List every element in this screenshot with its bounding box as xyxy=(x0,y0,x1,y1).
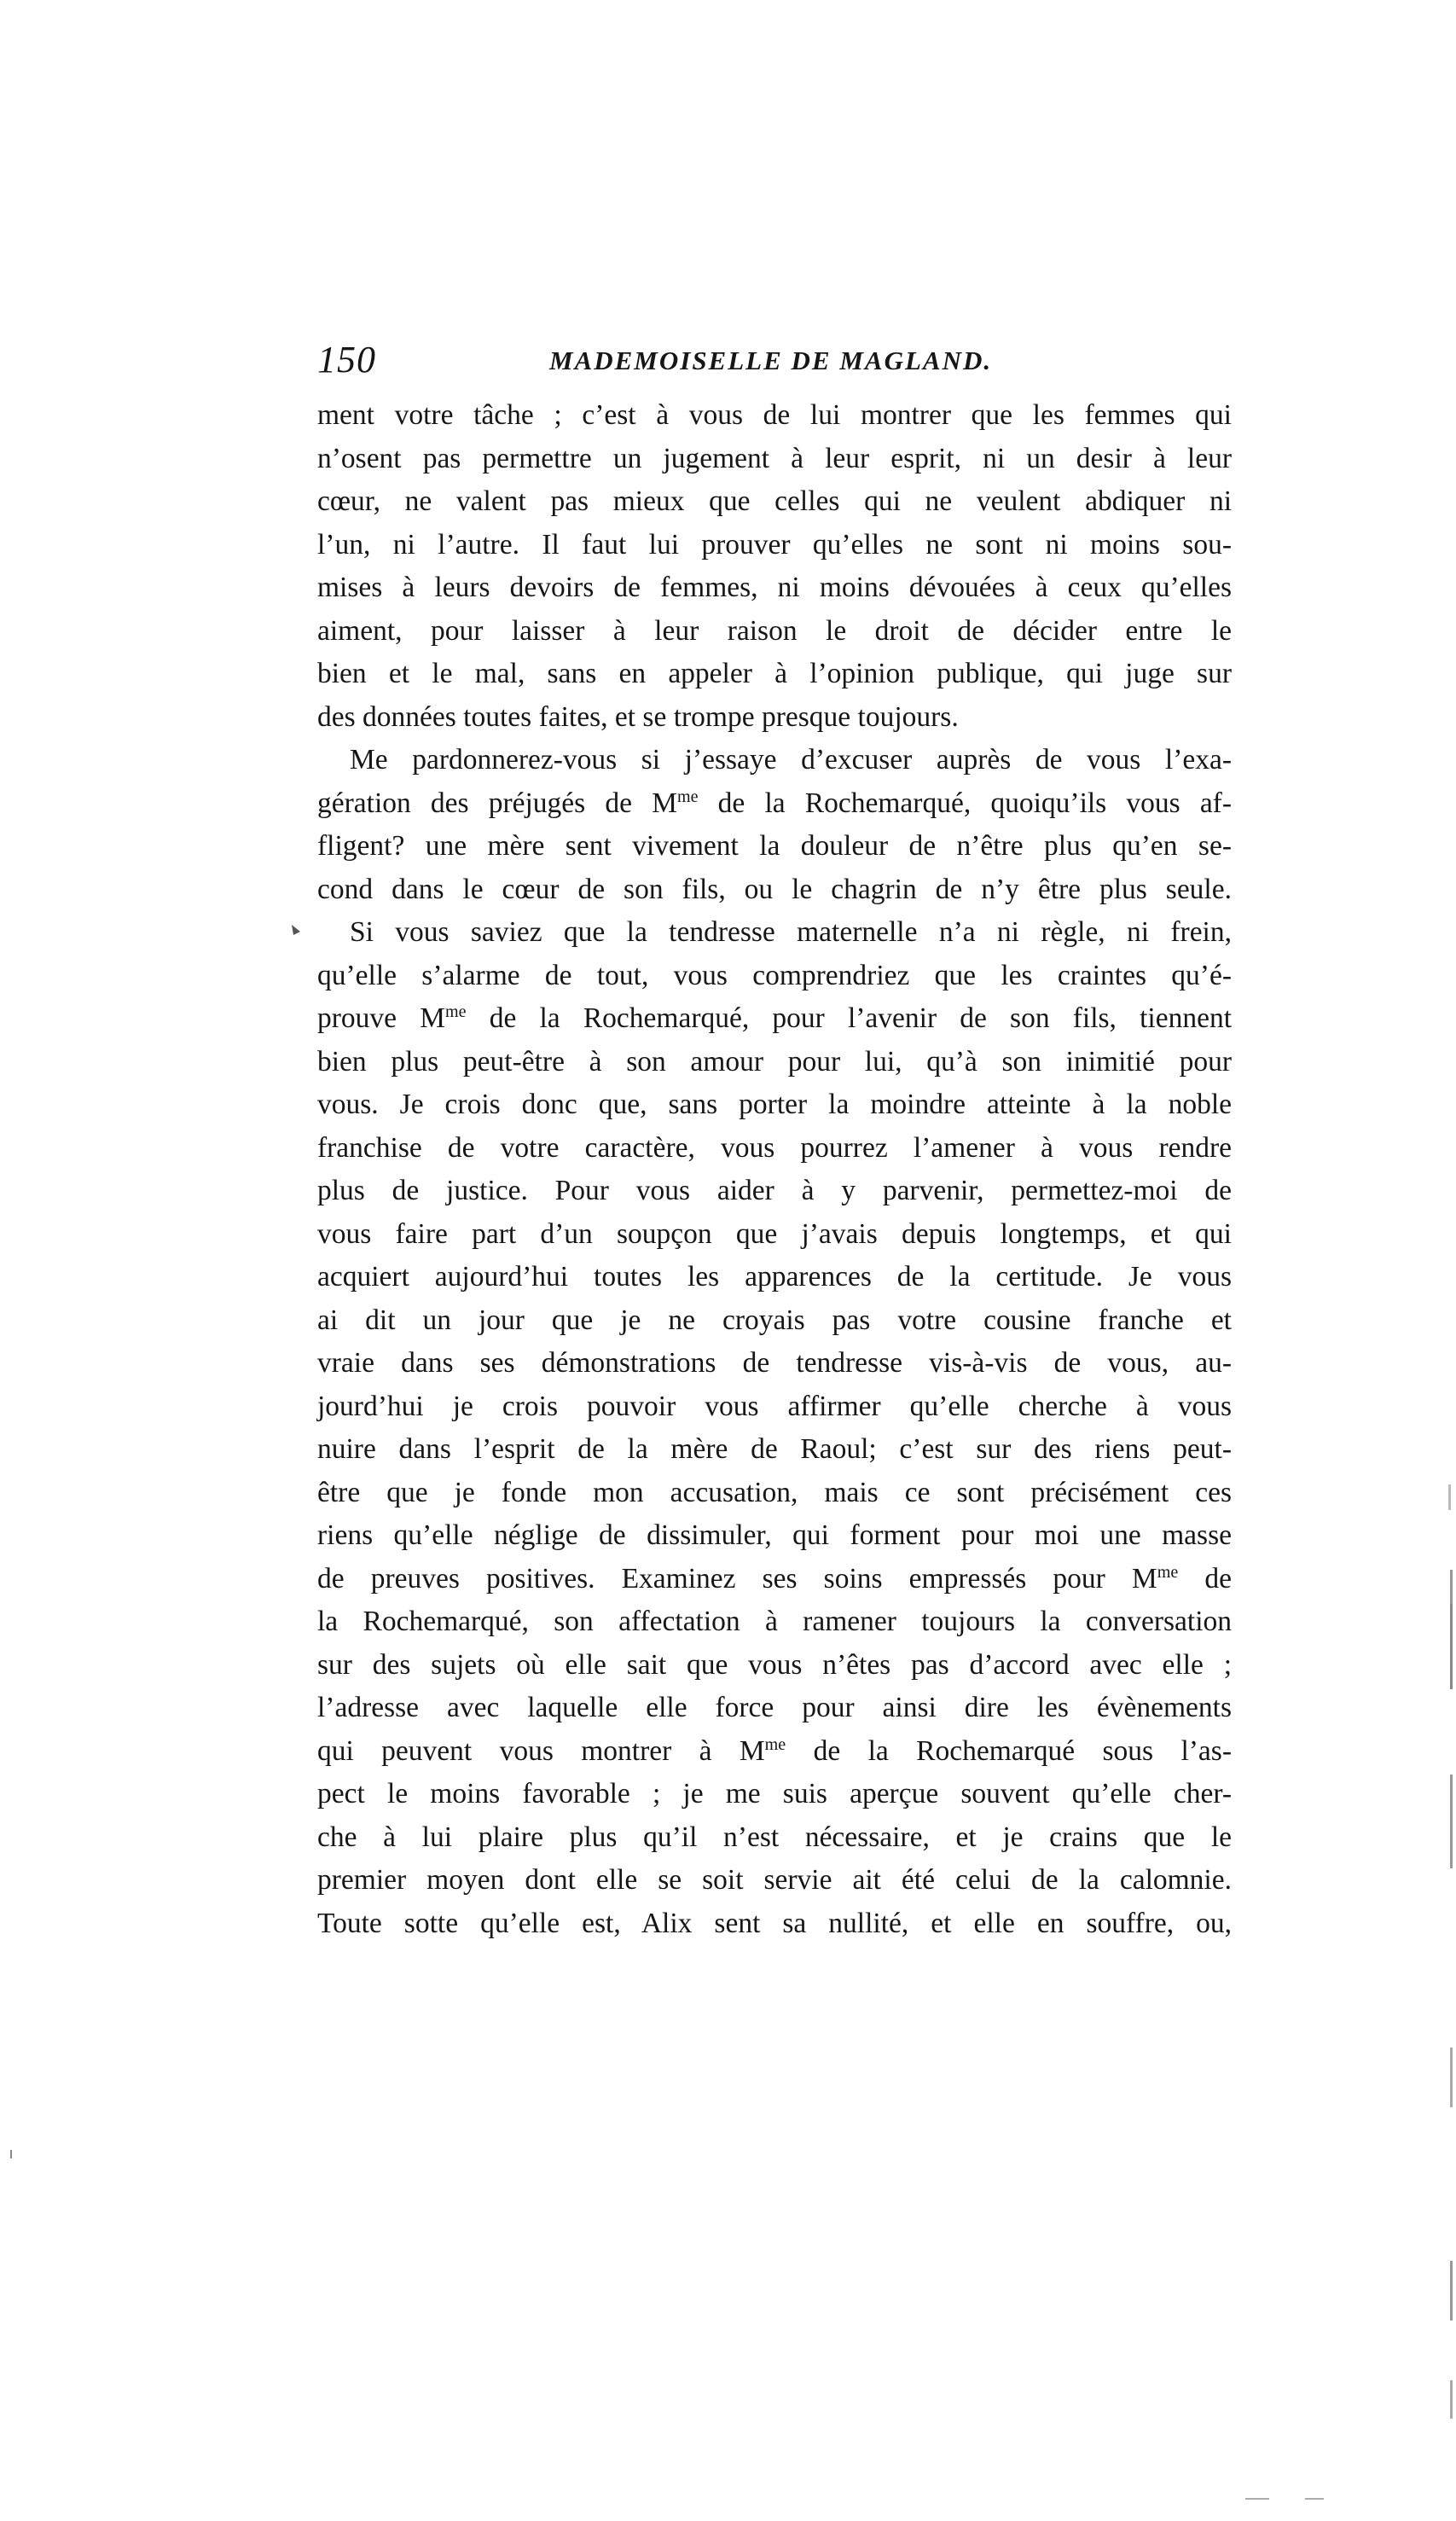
text-line: mises à leurs devoirs de femmes, ni moins dévouées à ceux qu’elles xyxy=(317,572,1232,603)
text-line: Me pardonnerez-vous si j’essaye d’excuser auprès de vous l’exa- xyxy=(350,744,1232,775)
text-line: che à lui plaire plus qu’il n’est nécessaire, et je crains que le xyxy=(317,1821,1232,1853)
text-line: cœur, ne valent pas mieux que celles qui ne veulent abdiquer ni xyxy=(317,485,1232,517)
text-line: acquiert aujourd’hui toutes les apparences de la certitude. Je vous xyxy=(317,1261,1232,1292)
text-line: prouve $M^{me}$ de la Rochemarqué, pour l’avenir de son fils, tiennent xyxy=(317,1002,1233,1034)
text-line: riens qu’elle néglige de dissimuler, qui forment pour moi une masse xyxy=(317,1519,1232,1551)
text-line: ai dit un jour que je ne croyais pas votre cousine franche et xyxy=(317,1304,1232,1336)
text-line: franchise de votre caractère, vous pourrez l’amener à vous rendre xyxy=(317,1131,1232,1164)
text-line: plus de justice. Pour vous aider à y parvenir, permettez-moi de xyxy=(317,1175,1232,1206)
text-line: vraie dans ses démonstrations de tendresse vis-à-vis de vous, au- xyxy=(317,1347,1232,1379)
text-line: l’un, ni l’autre. Il faut lui prouver qu’elles ne sont ni moins sou- xyxy=(317,528,1232,561)
text-line: des données toutes faites, et se trompe presque toujours. xyxy=(317,700,959,733)
text-line: bien et le mal, sans en appeler à l’opinion publique, qui juge sur xyxy=(317,658,1232,689)
text-line: fligent? une mère sent vivement la douleur de n’être plus qu’en se- xyxy=(317,830,1232,862)
text-line: bien plus peut-être à son amour pour lui, qu’à son inimitié pour xyxy=(317,1045,1232,1078)
text-line: gération des préjugés de $M^{me}$ de la Rochemarqué, quoiqu’ils vous af- xyxy=(317,787,1232,819)
running-head xyxy=(317,334,1232,386)
text-line: Si vous saviez que la tendresse maternelle n’a ni règle, ni frein, xyxy=(350,916,1232,948)
text-line: nuire dans l’esprit de la mère de Raoul; c’est sur des riens peut- xyxy=(317,1433,1232,1465)
text-line: l’adresse avec laquelle elle force pour ainsi dire les évènements xyxy=(317,1692,1232,1723)
text-line: ment votre tâche ; c’est à vous de lui montrer que les femmes qui xyxy=(317,399,1232,431)
text-line: qui peuvent vous montrer à $M^{me}$ de la Rochemarqué sous l’as- xyxy=(317,1734,1232,1767)
text-line: cond dans le cœur de son fils, ou le chagrin de n’y être plus seule. xyxy=(317,873,1232,905)
text-line: aiment, pour laisser à leur raison le droit de décider entre le xyxy=(317,614,1232,647)
text-line: la Rochemarqué, son affectation à ramener toujours la conversation xyxy=(317,1606,1232,1637)
text-line: être que je fonde mon accusation, mais ce sont précisément ces xyxy=(317,1476,1232,1508)
text-line: vous faire part d’un soupçon que j’avais depuis longtemps, et qui xyxy=(317,1217,1232,1250)
text-line: de preuves positives. Examinez ses soins empressés pour $M^{me}$ de xyxy=(317,1562,1232,1595)
running-title: MADEMOISELLE DE MAGLAND. xyxy=(549,346,993,375)
body-text xyxy=(317,394,1232,1945)
page-number: 150 xyxy=(317,339,376,380)
text-line: premier moyen dont elle se soit servie ait été celui de la calomnie. xyxy=(317,1864,1232,1896)
text-line: pect le moins favorable ; je me suis aperçue souvent qu’elle cher- xyxy=(317,1778,1232,1809)
text-line: sur des sujets où elle sait que vous n’êtes pas d’accord avec elle ; xyxy=(317,1648,1232,1681)
text-line: n’osent pas permettre un jugement à leur esprit, ni un desir à leur xyxy=(317,442,1232,474)
text-line: qu’elle s’alarme de tout, vous comprendriez que les craintes qu’é- xyxy=(317,959,1232,991)
text-line: Toute sotte qu’elle est, Alix sent sa nullité, et elle en souffre, ou, xyxy=(317,1907,1232,1939)
text-line: vous. Je crois donc que, sans porter la moindre atteinte à la noble xyxy=(317,1089,1232,1120)
text-line: jourd’hui je crois pouvoir vous affirmer qu’elle cherche à vous xyxy=(317,1390,1232,1422)
